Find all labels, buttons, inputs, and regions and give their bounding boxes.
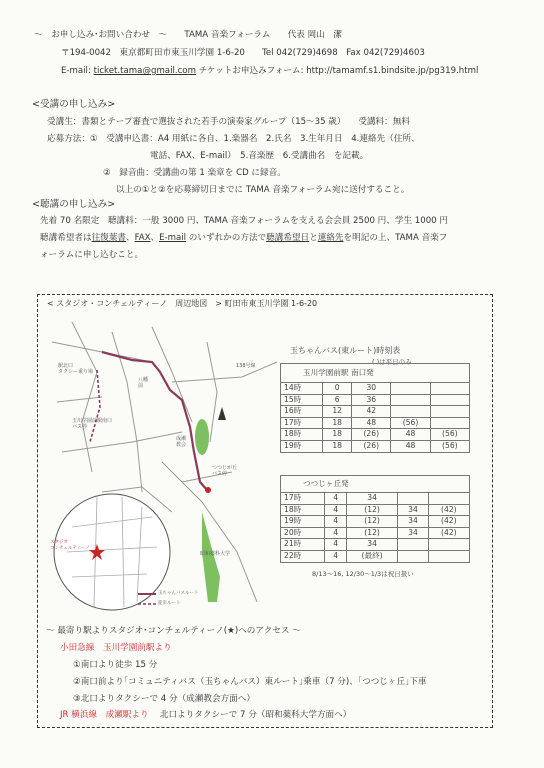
- timetable-cell: 36: [352, 394, 391, 406]
- timetable-cell: [428, 493, 469, 505]
- timetable-row: [281, 406, 470, 418]
- postcard-method: 往復葉書: [91, 233, 126, 243]
- fax-method: FAX: [134, 233, 151, 243]
- timetable-row: [281, 516, 470, 528]
- timetable-cell: 17時: [281, 417, 323, 429]
- choko-line2: [40, 233, 447, 244]
- access-route-3: ③北口よりタクシーで 4 分（成瀬教会方面へ）: [73, 694, 255, 704]
- timetable-cell: (42): [428, 527, 469, 539]
- juko-line5: 以上の①と②を応募締切日までに TAMA 音楽フォーラム宛に送付すること。: [116, 185, 410, 195]
- timetable-cell: 42: [352, 406, 391, 418]
- choko-line1: 先着 70 名限定 聴講料：一般 3000 円、TAMA 音楽フォーラムを支える会会員 2500 円、学生 1000 円: [40, 216, 448, 226]
- timetable-cell: [428, 550, 469, 562]
- timetable-cell: 19時: [281, 440, 323, 452]
- timetable-cell: 22時: [281, 550, 325, 562]
- timetable-row: [281, 550, 470, 562]
- timetable-cell: 4: [325, 550, 347, 562]
- label-bus-stop: 玉川学園前駅南口 バス停: [72, 418, 113, 430]
- timetable-cell: 6: [323, 394, 352, 406]
- timetable-cell: 18: [323, 429, 352, 441]
- contact-address: 〒194-0042 東京都町田市東玉川学園 1-6-20 Tel 042(729)4698 Fax 042(729)4603: [61, 48, 425, 58]
- timetable-cell: [398, 550, 428, 562]
- timetable-cell: 34: [346, 493, 397, 505]
- timetable-cell: [430, 394, 469, 406]
- timetable-cell: [398, 493, 428, 505]
- green-area: [202, 512, 220, 602]
- juko-line1: 受講生：書類とテープ審査で選抜された若手の演奏家グループ（15～35 歳） 受講料：無料: [47, 117, 410, 127]
- access-route-1: ①南口より徒歩 15 分: [73, 660, 158, 670]
- timetable-cell: 34: [398, 516, 428, 528]
- choko-text: と: [309, 233, 318, 243]
- timetable-cell: 18: [323, 440, 352, 452]
- timetable-cell: 17時: [281, 493, 325, 505]
- timetable-cell: [398, 539, 428, 551]
- timetable-tamagawa: [280, 363, 470, 453]
- timetable-cell: 12: [323, 406, 352, 418]
- timetable-title: 玉ちゃんバス(東ルート)時刻表: [290, 346, 401, 355]
- timetable-row: [281, 429, 470, 441]
- choko-sep: 、: [150, 233, 160, 243]
- juko-heading: <受講の申し込み>: [32, 99, 116, 110]
- walk-route-line: [90, 370, 100, 442]
- jr-access-row: [60, 710, 351, 721]
- email-label: E-mail:: [61, 66, 91, 76]
- email-method: E-mail: [159, 233, 187, 243]
- label-naruse-church: 成瀬 教会: [176, 436, 187, 448]
- timetable-cell: 4: [325, 504, 347, 516]
- timetable-cell: (12): [346, 516, 397, 528]
- timetable-cell: 19時: [281, 516, 325, 528]
- station-marker: [205, 487, 211, 493]
- choko-text: を明記の上、TAMA 音楽フ: [343, 233, 448, 243]
- timetable-cell: 48: [352, 417, 391, 429]
- map-title: < スタジオ・コンチェルティーノ 周辺地図 > 町田市東玉川学園 1-6-20: [47, 299, 318, 308]
- timetable-cell: (56): [430, 429, 469, 441]
- timetable-cell: 18: [323, 417, 352, 429]
- desired-date: 聴講希望日: [266, 233, 310, 243]
- timetable-cell: [391, 406, 430, 418]
- timetable-row: [281, 504, 470, 516]
- email-link[interactable]: ticket.tama@gmail.com: [93, 66, 196, 76]
- timetable-cell: 18時: [281, 429, 323, 441]
- timetable-cell: (12): [346, 527, 397, 539]
- timetable-cell: 34: [398, 527, 428, 539]
- area-map: [42, 312, 282, 612]
- juko-line3: 電話、FAX、E-mail） 5.音楽歴 6.受講曲名 を記載。: [150, 151, 369, 161]
- label-studio: スタジオ コンチェルティーノ: [50, 540, 90, 551]
- label-taxi: 駅北口 タクシー乗り場: [58, 363, 94, 375]
- park-green: [195, 419, 209, 455]
- timetable-cell: (56): [391, 417, 430, 429]
- timetable-row: [281, 539, 470, 551]
- timetable-cell: [430, 406, 469, 418]
- timetable-cell: (26): [352, 429, 391, 441]
- choko-heading: <聴講の申し込み>: [32, 199, 116, 210]
- timetable-cell: [428, 539, 469, 551]
- jr-line-title: JR 横浜線 成瀬駅より: [60, 710, 149, 720]
- timetable-row: [281, 527, 470, 539]
- jr-access-text: 北口よりタクシーで 7 分（昭和薬科大学方面へ）: [159, 710, 352, 720]
- timetable-cell: 4: [325, 493, 347, 505]
- north-arrow-icon: [218, 407, 226, 420]
- timetable-cell: 0: [323, 383, 352, 395]
- juko-line4: ② 録音曲：受講曲の第 1 楽章を CD に録音。: [103, 168, 286, 178]
- choko-text: 聴講希望者は: [40, 233, 92, 243]
- contact-line1: ～ お申し込み･お問い合わせ ～ TAMA 音楽フォーラム 代表 岡山 潔: [34, 30, 342, 40]
- timetable-cell: (42): [428, 516, 469, 528]
- timetable-cell: 20時: [281, 527, 325, 539]
- timetable-footnote: 8/13～16, 12/30～1/3は祝日扱い: [312, 570, 414, 578]
- timetable-cell: 34: [346, 539, 397, 551]
- access-route-2: ②南口前より｢コミュニティバス（玉ちゃんバス）東ルート｣乗車（7 分)、｢つつじヶ丘｣下車: [73, 677, 427, 687]
- timetable-cell: [391, 383, 430, 395]
- contact-email-row: [61, 66, 478, 77]
- timetable-tsutsuji: [280, 475, 470, 563]
- timetable-cell: 48: [391, 429, 430, 441]
- timetable-cell: 14時: [281, 383, 323, 395]
- access-heading: ～ 最寄り駅よりスタジオ･コンチェルティーノ(★)へのアクセス ～: [46, 626, 301, 636]
- label-tsutsuji: つつじが丘 バス停: [212, 465, 238, 477]
- timetable-cell: 18時: [281, 504, 325, 516]
- label-road: 138号線: [236, 363, 256, 369]
- timetable-cell: 30: [352, 383, 391, 395]
- contact-info: 連絡先: [317, 233, 344, 243]
- t1-head: 玉川学園前駅 南口発: [281, 364, 470, 383]
- timetable-cell: 4: [325, 527, 347, 539]
- timetable-cell: 16時: [281, 406, 323, 418]
- choko-text: のいずれかの方法で: [186, 233, 267, 243]
- timetable-cell: (26): [352, 440, 391, 452]
- timetable-cell: 48: [391, 440, 430, 452]
- timetable-cell: [391, 394, 430, 406]
- timetable-row: [281, 440, 470, 452]
- timetable-cell: 21時: [281, 539, 325, 551]
- timetable-note: ( )は平日のみ: [372, 358, 412, 366]
- timetable-row: [281, 493, 470, 505]
- timetable-row: [281, 417, 470, 429]
- legend-walk-label: 徒歩ルート: [158, 601, 181, 606]
- odakyu-line-title: 小田急線 玉川学園前駅より: [60, 643, 172, 653]
- t2-head: つつじヶ丘発: [281, 476, 470, 493]
- timetable-cell: (最終): [346, 550, 397, 562]
- timetable-row: [281, 383, 470, 395]
- juko-line2: 応募方法：① 受講申込書：A4 用紙に各自、1.楽器名 2.氏名 3.生年月日 4.連絡先（住所、: [47, 134, 420, 144]
- timetable-cell: 34: [398, 504, 428, 516]
- legend-bus-label: 玉ちゃんバスルート: [158, 591, 199, 596]
- choko-sep: 、: [125, 233, 135, 243]
- timetable-cell: 4: [325, 539, 347, 551]
- timetable-cell: [430, 417, 469, 429]
- label-university: 昭和薬科大学: [200, 551, 231, 557]
- choko-line3: ォーラムに申し込むこと。: [40, 250, 144, 260]
- timetable-cell: 15時: [281, 394, 323, 406]
- label-hachiman: 八幡 前: [138, 377, 149, 389]
- timetable-cell: (42): [428, 504, 469, 516]
- form-label: チケットお申込みフォーム: http://tamamf.s1.bindsite.jp/pg319.html: [198, 66, 479, 76]
- timetable-cell: (56): [430, 440, 469, 452]
- timetable-cell: [430, 383, 469, 395]
- timetable-cell: (12): [346, 504, 397, 516]
- timetable-row: [281, 394, 470, 406]
- timetable-cell: 4: [325, 516, 347, 528]
